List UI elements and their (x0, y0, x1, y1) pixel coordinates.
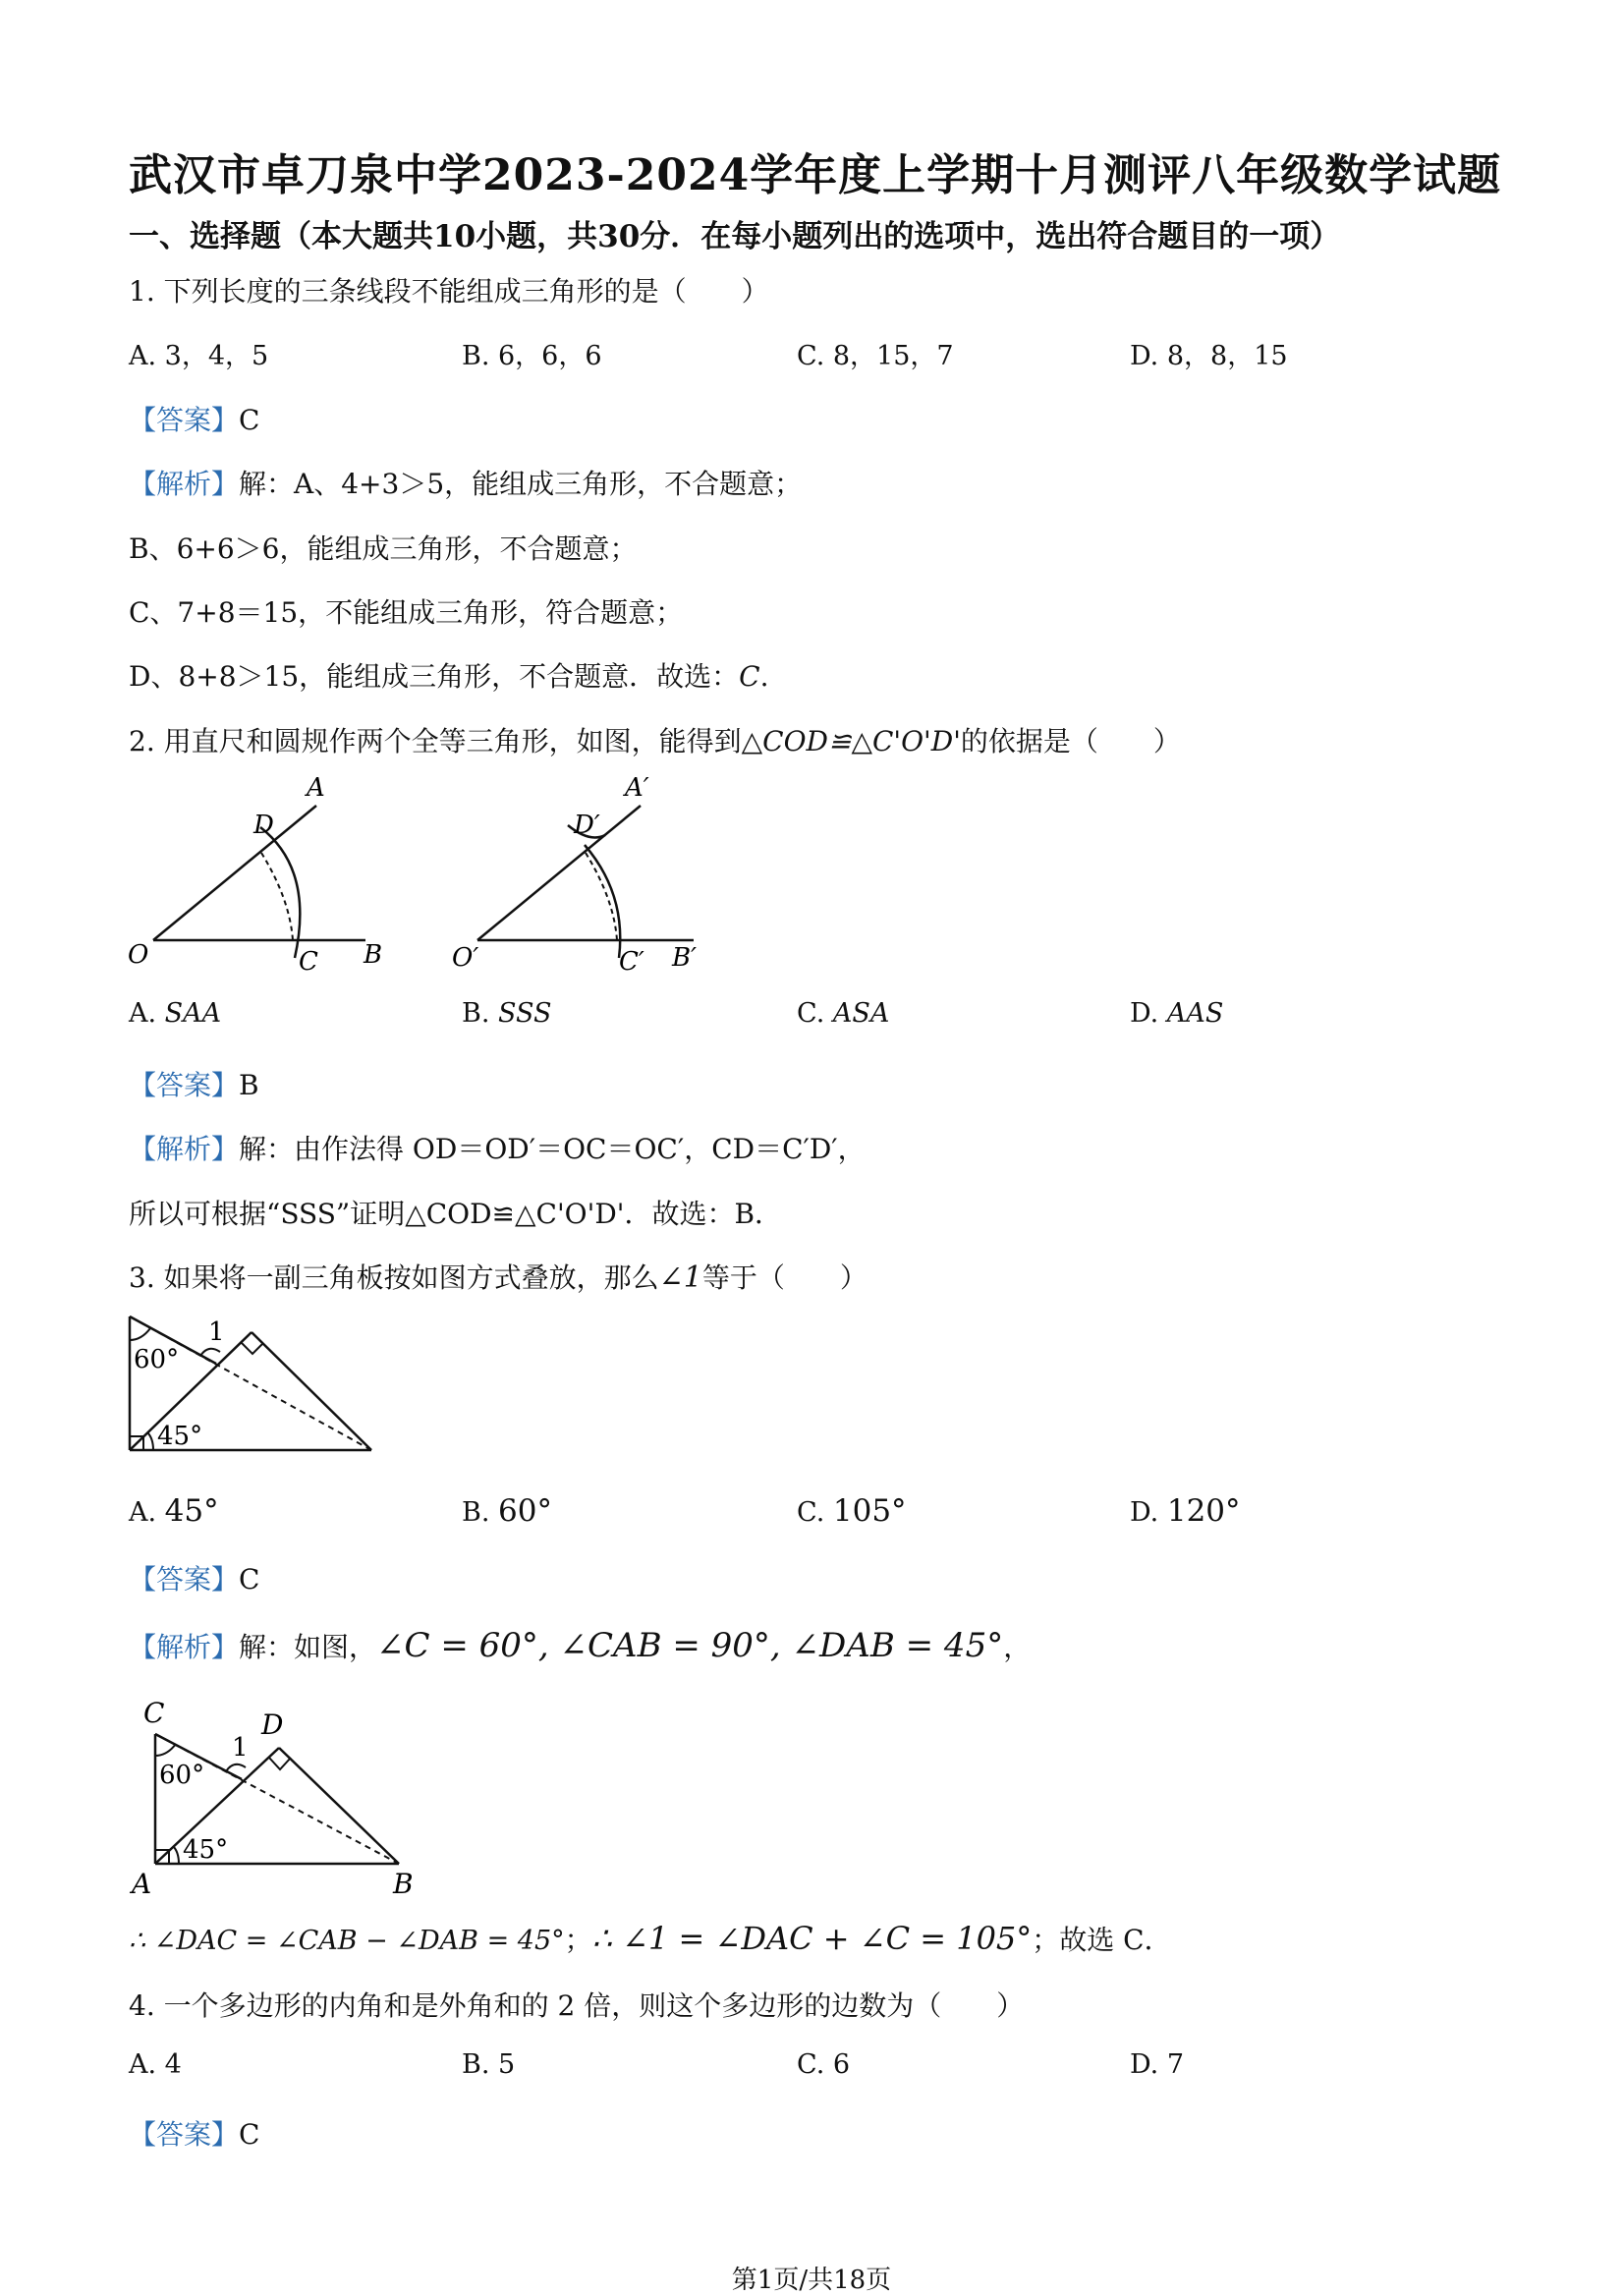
q2-option-b-text: SSS (498, 998, 552, 1029)
q3-fig-right-angle-d (242, 1343, 263, 1354)
q1-answer (129, 399, 259, 438)
q4-stem: 4. 一个多边形的内角和是外角和的 2 倍，则这个多边形的边数为（ ） (129, 1989, 1025, 2022)
q3-stem-math: ∠1 (658, 1260, 702, 1295)
q3-fig2-label-60: 60° (159, 1761, 205, 1790)
q2-stem (129, 720, 1181, 759)
q3-conclusion-c: ；故选 C． (1032, 1924, 1172, 1956)
q1-option-a: A. 3，4，5 (129, 341, 269, 371)
page-title: 武汉市卓刀泉中学2023-2024学年度上学期十月测评八年级数学试题 (129, 150, 1502, 200)
q3-analysis-pre: 解：如图， (239, 1631, 377, 1663)
q1-analysis-line-4 (129, 655, 769, 695)
q3-option-b-letter: B. (462, 1497, 499, 1528)
q3-conclusion-b: ∴ ∠1 = ∠DAC + ∠C = 105° (591, 1920, 1033, 1957)
q3-option-b (462, 1493, 552, 1529)
q2-fig2-ray-oa (477, 806, 641, 940)
q2-figure-2 (442, 766, 727, 978)
q1-analysis-text-1: 解：A、4+3＞5，能组成三角形，不合题意； (239, 468, 803, 500)
q2-option-a-letter: A. (129, 998, 165, 1029)
q3-fig-arc-1 (200, 1349, 220, 1356)
q2-fig1-label-b: B (364, 940, 383, 970)
page-footer: 第1页/共18页 (731, 2266, 892, 2295)
analysis-tag: 【解析】 (129, 468, 240, 500)
q1-option-c: C. 8，15，7 (797, 341, 954, 371)
q2-option-c-text: ASA (832, 998, 890, 1029)
q3-option-c-text: 105° (832, 1493, 907, 1529)
q2-fig2-label-d: D′ (574, 811, 600, 840)
q1-analysis-line-1 (129, 463, 802, 502)
q3-option-a (129, 1493, 219, 1529)
q2-fig2-label-o: O′ (452, 943, 479, 973)
q2-option-c (797, 998, 889, 1029)
q2-fig1-label-o: O (128, 940, 149, 970)
q2-fig1-label-a: A (307, 773, 325, 803)
q4-option-c: C. 6 (797, 2049, 851, 2080)
q2-fig1-label-d: D (253, 811, 274, 840)
q1-option-d: D. 8，8，15 (1130, 341, 1288, 371)
q4-answer-value: C (239, 2118, 260, 2151)
q4-answer (129, 2113, 259, 2153)
q3-option-d-text: 120° (1166, 1493, 1241, 1529)
q2-fig2-label-c: C′ (619, 947, 644, 977)
q1-analysis-line-3: C、7+8＝15，不能组成三角形，符合题意； (129, 596, 684, 629)
q2-option-d (1130, 998, 1223, 1029)
q2-option-d-letter: D. (1130, 998, 1167, 1029)
q3-fig2-label-d: D (261, 1708, 284, 1741)
q3-conclusion-a: ∴ ∠DAC = ∠CAB − ∠DAB = 45° (129, 1926, 565, 1956)
q2-option-d-text: AAS (1166, 998, 1224, 1029)
q2-option-b (462, 998, 552, 1029)
q2-stem-math: △COD≌△C'O'D' (741, 725, 961, 757)
q3-fig-arc-60 (130, 1328, 150, 1340)
q1-analysis-text-4: D、8+8＞15，能组成三角形，不合题意．故选： (129, 660, 740, 693)
q2-analysis-line-1 (129, 1128, 866, 1167)
q3-stem-pre: 3. 如果将一副三角板按如图方式叠放，那么 (129, 1261, 659, 1294)
q3-option-c (797, 1493, 907, 1529)
answer-tag: 【答案】 (129, 1069, 240, 1101)
q1-analysis-line-2: B、6+6＞6，能组成三角形，不合题意； (129, 532, 638, 565)
q3-fig2-arc-1 (226, 1764, 246, 1771)
q2-analysis-text-1: 解：由作法得 OD＝OD′＝OC＝OC′，CD＝C′D′， (239, 1133, 866, 1165)
q1-stem: 1. 下列长度的三条线段不能组成三角形的是（ ） (129, 275, 769, 308)
q3-answer-value: C (239, 1563, 260, 1596)
q3-option-b-text: 60° (498, 1493, 552, 1529)
q3-fig2-label-a: A (132, 1868, 152, 1900)
q3-option-a-letter: A. (129, 1497, 165, 1528)
q3-option-d-letter: D. (1130, 1497, 1167, 1528)
answer-tag: 【答案】 (129, 2118, 240, 2151)
q3-fig-arc-45 (147, 1432, 153, 1450)
answer-tag: 【答案】 (129, 404, 240, 436)
q3-conclusion-sep: ； (564, 1924, 592, 1956)
q3-fig2-arc-45 (173, 1846, 179, 1864)
q2-option-c-letter: C. (797, 998, 833, 1029)
q2-stem-pre: 2. 用直尺和圆规作两个全等三角形，如图，能得到 (129, 725, 742, 757)
q3-analysis-line-1 (129, 1626, 1031, 1665)
q3-fig2-label-b: B (393, 1868, 414, 1900)
q2-answer (129, 1064, 259, 1103)
q3-fig2-arc-60 (155, 1744, 176, 1756)
q2-answer-value: B (239, 1069, 259, 1101)
q2-stem-post: 的依据是（ ） (960, 725, 1181, 757)
q3-fig-side-db (252, 1332, 371, 1450)
q3-conclusion (129, 1919, 1172, 1958)
q3-option-d (1130, 1493, 1241, 1529)
q3-fig2-side-db (279, 1748, 399, 1864)
q3-option-c-letter: C. (797, 1497, 833, 1528)
q2-option-a-text: SAA (164, 998, 222, 1029)
q3-fig-label-45: 45° (157, 1422, 203, 1451)
analysis-tag: 【解析】 (129, 1133, 240, 1165)
q2-fig1-dashed-cd (261, 853, 293, 940)
q3-fig2-label-1: 1 (232, 1733, 249, 1763)
q3-fig-label-60: 60° (134, 1345, 180, 1374)
q3-fig-label-1: 1 (208, 1317, 225, 1347)
q4-option-d: D. 7 (1130, 2049, 1185, 2080)
q3-figure (118, 1307, 393, 1464)
q2-fig1-label-c: C (299, 947, 318, 977)
q3-analysis-figure (124, 1695, 438, 1901)
q4-option-b: B. 5 (462, 2049, 516, 2080)
q3-fig2-label-c: C (143, 1697, 165, 1729)
q1-analysis-period: . (759, 660, 769, 693)
q1-option-b: B. 6，6，6 (462, 341, 602, 371)
q3-stem (129, 1257, 867, 1296)
q2-fig1-ray-oa (153, 806, 316, 940)
q2-figure-1 (118, 766, 403, 978)
q4-option-a: A. 4 (129, 2049, 182, 2080)
q1-answer-value: C (239, 404, 260, 436)
q3-answer (129, 1558, 259, 1597)
q3-fig2-label-45: 45° (183, 1835, 229, 1865)
q2-fig2-label-a: A′ (625, 773, 649, 803)
q2-analysis-line-2: 所以可根据“SSS”证明△COD≌△C'O'D'．故选：B． (129, 1198, 783, 1230)
q3-stem-post: 等于（ ） (701, 1261, 867, 1294)
q2-fig2-label-b: B′ (672, 943, 698, 973)
q2-option-a (129, 998, 221, 1029)
q3-analysis-math: ∠C = 60°, ∠CAB = 90°, ∠DAB = 45° (376, 1626, 1004, 1665)
q3-analysis-post: ， (1003, 1631, 1032, 1663)
q3-option-a-text: 45° (164, 1493, 219, 1529)
q2-option-b-letter: B. (462, 998, 499, 1029)
section-heading: 一、选择题（本大题共10小题，共30分．在每小题列出的选项中，选出符合题目的一项） (129, 219, 1341, 254)
analysis-tag: 【解析】 (129, 1631, 240, 1663)
q3-fig2-right-angle-d (269, 1758, 291, 1769)
answer-tag: 【答案】 (129, 1563, 240, 1596)
q1-analysis-choice: C (739, 660, 760, 693)
